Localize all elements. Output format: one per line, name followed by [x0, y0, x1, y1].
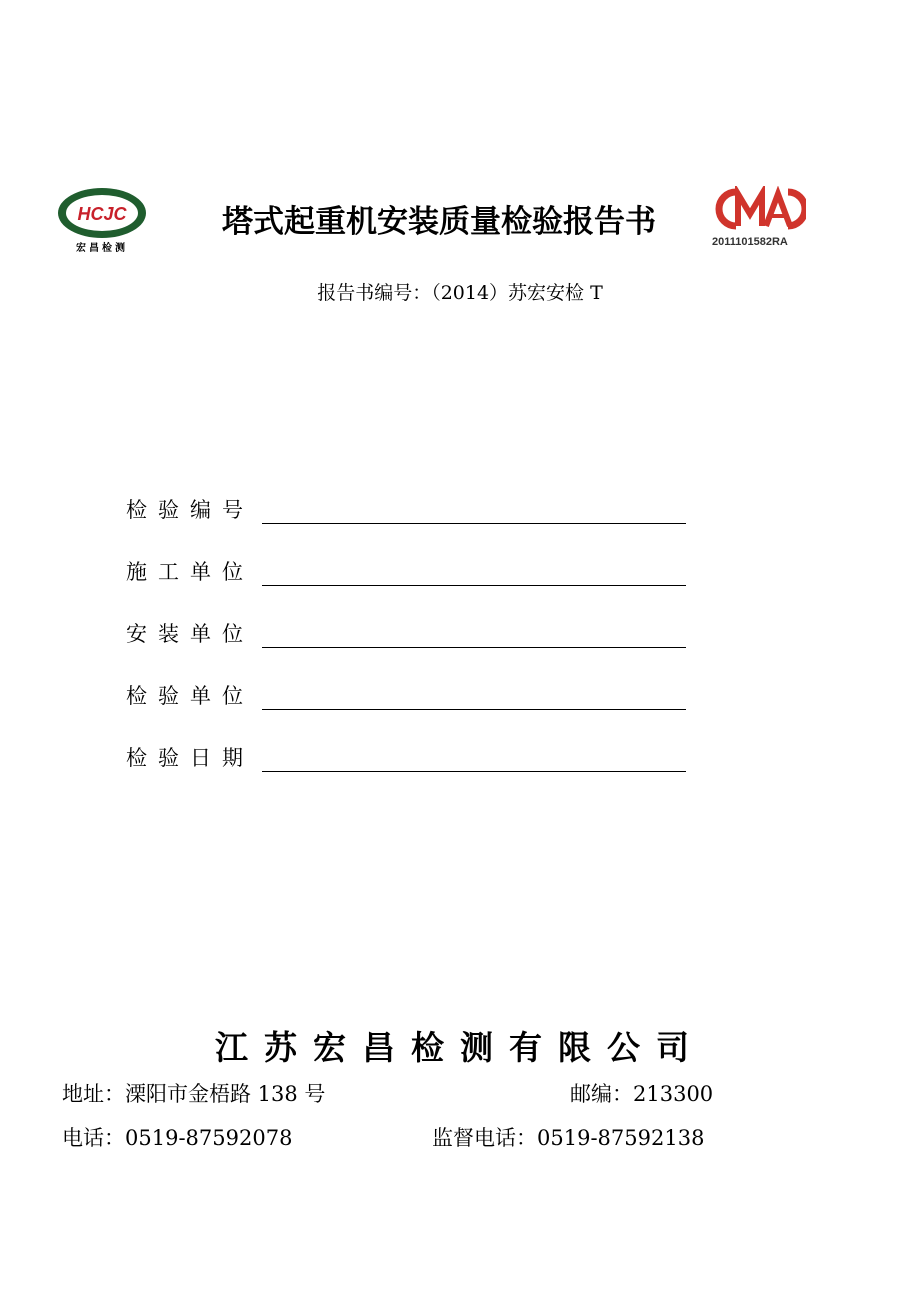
hcjc-logo-subtitle: 宏昌检测: [76, 243, 128, 254]
field-label: 施工单位: [126, 560, 254, 584]
supervision-phone: 监督电话：0519-87592138: [432, 1126, 705, 1150]
field-value-line[interactable]: [262, 497, 686, 524]
field-inspection-number: [126, 490, 686, 524]
company-address: 地址：溧阳市金梧路 138 号: [62, 1082, 326, 1106]
hcjc-logo-text: HCJC: [77, 204, 127, 224]
report-number: 报告书编号：（2014）苏宏安检 T: [317, 282, 603, 304]
company-phone: 电话：0519-87592078: [62, 1126, 293, 1150]
company-name: 江苏宏昌检测有限公司: [215, 1028, 705, 1067]
field-installation-unit: [126, 614, 686, 648]
field-value-line[interactable]: [262, 621, 686, 648]
field-value-line[interactable]: [262, 745, 686, 772]
field-label: 检验单位: [126, 684, 254, 708]
company-postcode: 邮编：213300: [570, 1082, 714, 1106]
field-label: 安装单位: [126, 622, 254, 646]
field-construction-unit: [126, 552, 686, 586]
field-inspection-unit: [126, 676, 686, 710]
field-value-line[interactable]: [262, 559, 686, 586]
field-label: 检验日期: [126, 746, 254, 770]
field-label: 检验编号: [126, 498, 254, 522]
cma-code: 2011101582RA: [712, 236, 788, 248]
field-inspection-date: [126, 738, 686, 772]
field-value-line[interactable]: [262, 683, 686, 710]
cma-logo: [714, 186, 806, 232]
page-title: 塔式起重机安装质量检验报告书: [222, 204, 656, 240]
